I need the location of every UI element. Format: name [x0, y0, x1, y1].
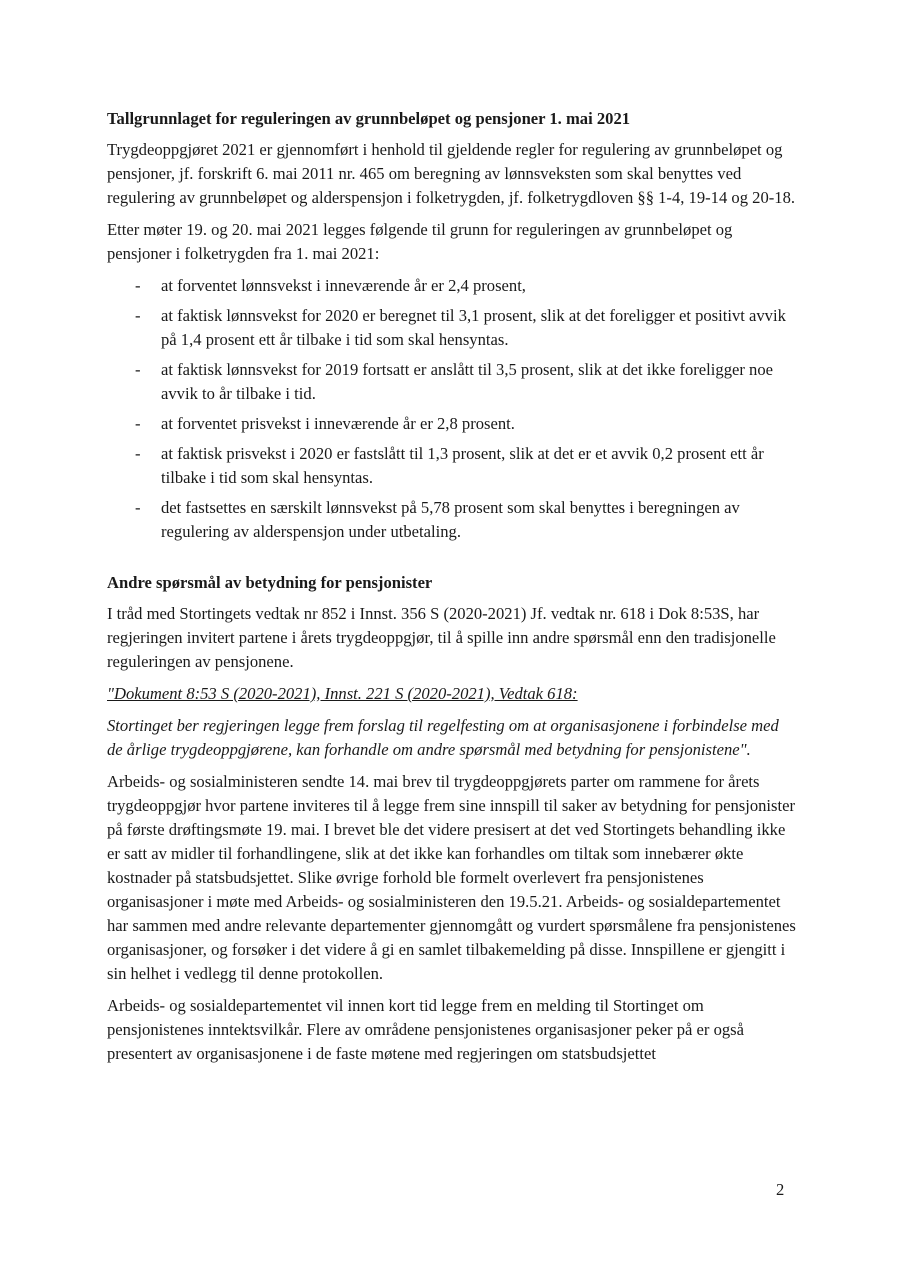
dash-marker: - — [135, 276, 141, 295]
document-page — [107, 108, 797, 1074]
regulation-list — [107, 274, 797, 544]
page-number: 2 — [776, 1180, 785, 1199]
paragraph-etter-moter: Etter møter 19. og 20. mai 2021 legges følgende til grunn for reguleringen av grunnbeløpet og pensjoner i folketrygden fra 1. mai 2021: — [107, 220, 733, 263]
paragraph-arbeids-og-sosialdepartementet: Arbeids- og sosialdepartementet vil innen kort tid legge frem en melding til Stortinget om pensjonistenes inntektsvilkår. Flere av områdene pensjonistenes organisasjoner peker på er også presentert av organisasjonene i de faste møtene med regjeringen om statsbudsjettet — [107, 996, 744, 1063]
paragraph-arbeids-og-sosialministeren: Arbeids- og sosialministeren sendte 14. mai brev til trygdeoppgjørets parter om rammene for årets trygdeoppgjør hvor partene inviteres til å legge frem sine innspill til saker av betydning for pensjonister på første drøftingsmøte 19. mai. I brevet ble det videre presisert at det ved Stortingets behandling ikke er satt av midler til forhandlingene, slik at det ikke kan forhandles om tiltak som innebærer økte kostnader på statsbudsjettet. Slike øvrige forhold ble formelt overlevert fra pensjonistenes organisasjoner i møte med Arbeids- og sosialministeren den 19.5.21. Arbeids- og sosialdepartementet har sammen med andre relevante departementer gjennomgått og vurdert spørsmålene fra pensjonistenes organisasjoner, og forsøker i det videre å gi en samlet tilbakemelding på disse. Innspillene er gjengitt i sin helhet i vedlegg til denne protokollen. — [107, 772, 796, 983]
dash-marker: - — [135, 306, 141, 325]
quote-reference: "Dokument 8:53 S (2020-2021), Innst. 221 S (2020-2021), Vedtak 618: — [107, 684, 578, 703]
dash-marker: - — [135, 498, 141, 517]
list-item: - at faktisk prisvekst i 2020 er fastslått til 1,3 prosent, slik at det er et avvik 0,2 prosent ett år tilbake i tid som skal hensyntas. — [135, 444, 764, 487]
dash-marker: - — [135, 444, 141, 463]
paragraph-trygdeoppgjoret: Trygdeoppgjøret 2021 er gjennomført i henhold til gjeldende regler for regulering av grunnbeløpet og pensjoner, jf. forskrift 6. mai 2011 nr. 465 om beregning av lønnsveksten som skal benyttes ved regulering av grunnbeløpet og alderspensjon i folketrygden, jf. folketrygdloven §§ 1-4, 19-14 og 20-18. — [107, 140, 796, 207]
quote-text: Stortinget ber regjeringen legge frem forslag til regelfesting om at organisasjonene i forbindelse med de årlige trygdeoppgjørene, kan forhandle om andre spørsmål med betydning for pensjonistene". — [107, 716, 779, 759]
dash-marker: - — [135, 414, 141, 433]
list-item: - at faktisk lønnsvekst for 2020 er beregnet til 3,1 prosent, slik at det foreligger et positivt avvik på 1,4 prosent ett år tilbake i tid som skal hensyntas. — [135, 306, 786, 349]
paragraph-i-trad-med: I tråd med Stortingets vedtak nr 852 i Innst. 356 S (2020-2021) Jf. vedtak nr. 618 i Dok 8:53S, har regjeringen invitert partene i årets trygdeoppgjør, til å spille inn andre spørsmål enn den tradisjonelle reguleringen av pensjonene. — [107, 604, 776, 671]
list-item: - at forventet prisvekst i inneværende år er 2,8 prosent. — [107, 412, 797, 436]
dash-marker: - — [135, 360, 141, 379]
section-heading-tallgrunnlaget: Tallgrunnlaget for reguleringen av grunnbeløpet og pensjoner 1. mai 2021 — [107, 109, 631, 128]
list-item: - det fastsettes en særskilt lønnsvekst på 5,78 prosent som skal benyttes i beregningen av regulering av alderspensjon under utbetaling. — [135, 498, 740, 541]
list-item: - at faktisk lønnsvekst for 2019 fortsatt er anslått til 3,5 prosent, slik at det ikke foreligger noe avvik to år tilbake i tid. — [135, 360, 773, 403]
section-spacer — [107, 550, 797, 572]
section-heading-andre-sporsmal: Andre spørsmål av betydning for pensjonister — [107, 573, 433, 592]
list-item: - at forventet lønnsvekst i inneværende år er 2,4 prosent, — [107, 274, 797, 298]
